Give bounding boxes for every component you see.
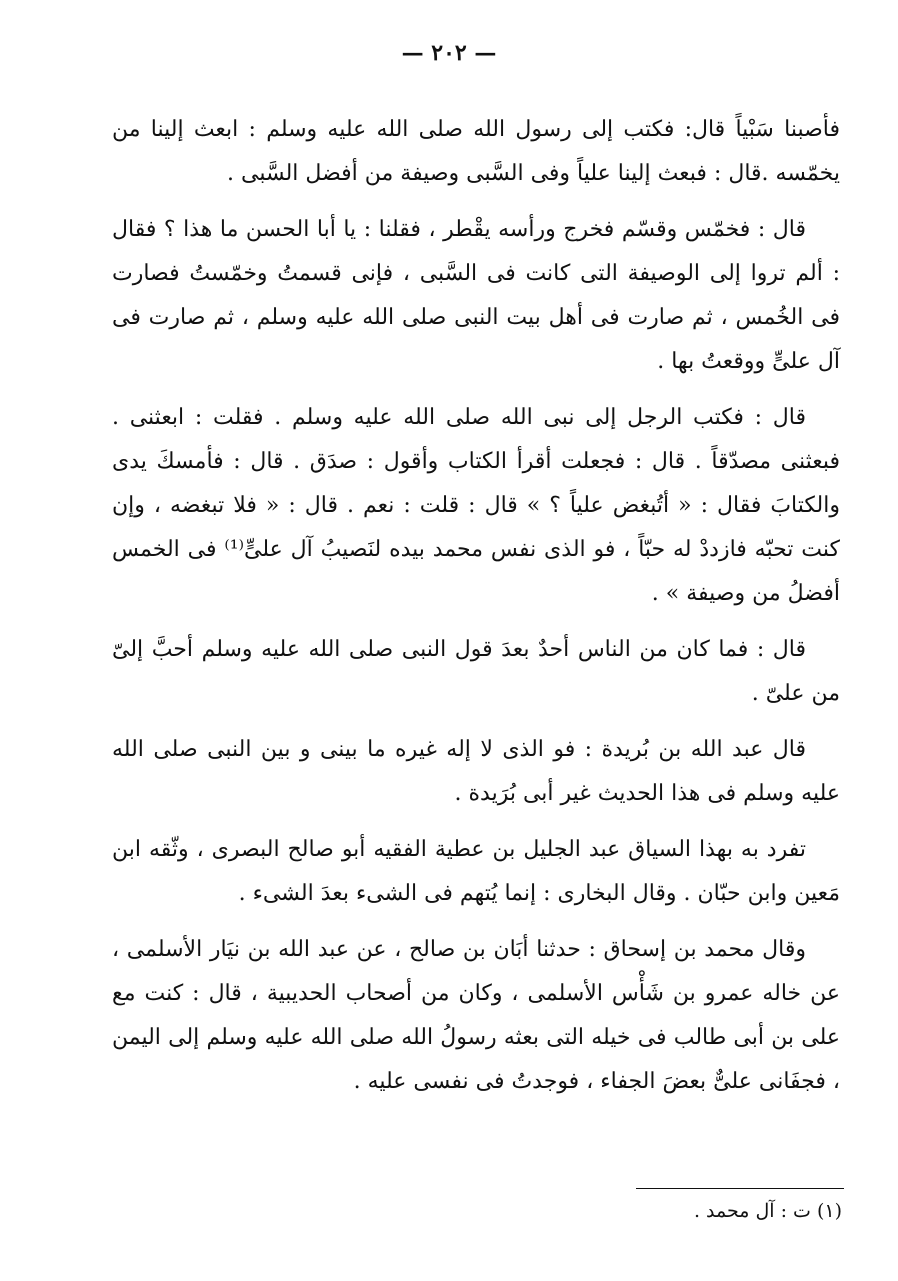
footnote: (١) ت : آل محمد . (693, 1200, 842, 1222)
paragraph: قال عبد الله بن بُريدة : فو الذى لا إله غيره ما بينى و بين النبى صلى الله عليه وسلم فى هذا الحديث غير أبى بُرَيدة . (112, 737, 840, 806)
paragraph: قال : فكتب الرجل إلى نبى الله صلى الله عليه وسلم . فقلت : ابعثنى . فبعثنى مصدّقاً . قال : فجعلت أقرأ الكتاب وأقول : صدَق . قال : فأمسكَ يدى والكتابَ فقال : « أتُبغض علياً ؟ » قال : قلت : نعم . قال : « فلا تبغضه ، وإن كنت تحبّه فازددْ له حبّاً ، فو الذى نفس محمد بيده لنَصيبُ آل علىٍّ⁽¹⁾ فى الخمس أفضلُ من وصيفة » . (112, 405, 840, 606)
paragraph: تفرد به بهذا السياق عبد الجليل بن عطية الفقيه أبو صالح البصرى ، وثّقه ابن مَعين وابن حبّان . وقال البخارى : إنما يُتهم فى الشىء بعدَ الشىء . (112, 837, 840, 906)
paragraph: قال : فما كان من الناس أحدٌ بعدَ قول النبى صلى الله عليه وسلم أحبَّ إلىّ من علىّ . (112, 637, 840, 706)
body-text (112, 108, 840, 1116)
paragraph: قال : فخمّس وقسّم فخرج ورأسه يقْطر ، فقلنا : يا أبا الحسن ما هذا ؟ فقال : ألم تروا إلى الوصيفة التى كانت فى السَّبى ، فإنى قسمتُ وخمّستُ فصارت فى الخُمس ، ثم صارت فى أهل بيت النبى صلى الله عليه وسلم ، ثم صارت فى آل علىٍّ ووقعتُ بها . (112, 217, 840, 374)
paragraph: فأصبنا سَبْياً قال: فكتب إلى رسول الله صلى الله عليه وسلم : ابعث إلينا من يخمّسه .قال : فبعث إلينا علياً وفى السَّبى وصيفة من أفضل السَّبى . (112, 117, 840, 186)
paragraph: وقال محمد بن إسحاق : حدثنا أبَان بن صالح ، عن عبد الله بن نيَار الأسلمى ، عن خاله عمرو بن شَأْس الأسلمى ، وكان من أصحاب الحديبية ، قال : كنت مع على بن أبى طالب فى خيله التى بعثه رسولُ الله صلى الله عليه وسلم إلى اليمن ، فجفَانى علىٌّ بعضَ الجفاء ، فوجدتُ فى نفسى عليه . (112, 937, 840, 1094)
page-number: — ٢٠٢ — (401, 40, 497, 66)
footnote-divider (636, 1188, 844, 1189)
